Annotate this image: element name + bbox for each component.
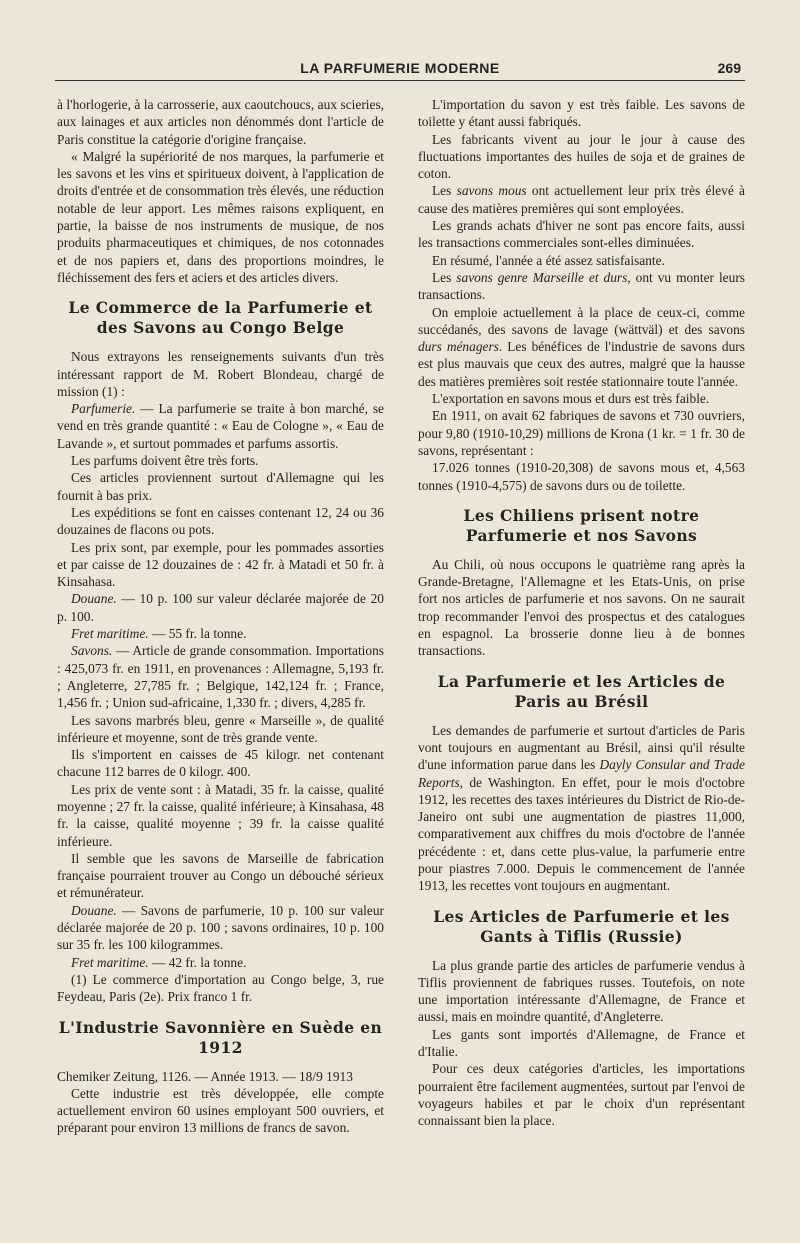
paragraph — [57, 625, 384, 642]
running-header — [55, 58, 745, 81]
paragraph: En résumé, l'année a été assez satisfaisante. — [432, 252, 665, 268]
paragraph: L'exportation en savons mous et durs est très faible. — [432, 391, 710, 407]
paragraph: Nous extrayons les renseignements suivants d'un très intéressant rapport de M. Robert Blondeau, chargé de mission (1) : — [57, 349, 384, 399]
emphasis: Dayly Consular and Trade Reports — [418, 757, 745, 790]
paragraph: 17.026 tonnes (1910-20,308) de savons mous et, 4,563 tonnes (1910-4,575) de savons durs ou de toilette. — [418, 460, 745, 493]
paragraph-text: — Article de grande consommation. Importations : 425,073 fr. en 1911, en provenances : Allemagne, 5,193 fr. ; Angleterre, 27,785 fr. ; Belgique, 142,124 fr. ; France, 1,456 fr. ; Union sud-africaine, 1,330 fr. ; divers, 4,285 fr. — [57, 643, 384, 711]
paragraph-text: Les demandes de parfumerie et surtout d'articles de Paris vont toujours en augmentant au Brésil, ainsi qu'il résulte d'une information parue dans les — [418, 722, 745, 773]
paragraph: Les parfums doivent être très forts. — [71, 453, 259, 469]
run-in-heading: Parfumerie. — [71, 401, 136, 417]
paragraph: Ils s'importent en caisses de 45 kilogr. net contenant chacune 112 barres de 0 kilogr. 400. — [57, 747, 384, 780]
paragraph — [57, 902, 384, 954]
paragraph — [418, 182, 745, 217]
paragraph: Les prix de vente sont : à Matadi, 35 fr. la caisse, qualité moyenne ; 27 fr. la caisse, qualité inférieure; à Kinsahasa, 48 fr. la caisse, qualité moyenne ; 39 fr. la caisse qualité inférieure. — [57, 781, 384, 849]
paragraph — [418, 304, 745, 390]
paragraph — [57, 954, 384, 971]
section-heading-bresil: La Parfumerie et les Articles de Paris au Brésil — [437, 671, 726, 711]
emphasis: savons mous — [456, 183, 527, 199]
section-heading-suede: L'Industrie Savonnière en Suède en 1912 — [58, 1017, 383, 1057]
paragraph: Les prix sont, par exemple, pour les pommades assorties et par caisse de 12 douzaines de : 42 fr. à Matadi et 50 fr. à Kinsahasa. — [57, 539, 384, 590]
paragraph-text: — 10 p. 100 sur valeur déclarée majorée de 20 p. 100. — [57, 591, 384, 624]
paragraph-text: — 55 fr. la tonne. — [148, 626, 247, 642]
paragraph: La plus grande partie des articles de parfumerie vendus à Tiflis proviennent de fabriques russes. Toutefois, on note une importation intéressante d'Allemagne, de France et aussi, mais en moindre quantité, d'Angleterre. — [418, 957, 745, 1025]
section-heading-tiflis: Les Articles de Parfumerie et les Gants à Tiflis (Russie) — [433, 906, 730, 946]
footnote: (1) Le commerce d'importation au Congo belge, 3, rue Feydeau, Paris (2e). Prix franco 1 fr. — [57, 971, 384, 1005]
paragraph: Les expéditions se font en caisses contenant 12, 24 ou 36 douzaines de flacons ou pots. — [57, 504, 384, 538]
paragraph-text: , ont vu monter leurs transactions. — [418, 269, 745, 303]
paragraph: Au Chili, où nous occupons le quatrième rang après la Grande-Bretagne, l'Allemagne et les Etats-Unis, on prise fort nos articles de parfumerie et nos savons. On ne saurait trop recommander l'envoi des prospectus et des catalogues en espagnol. La brosserie donne lieu à de bonnes transactions. — [418, 556, 745, 659]
paragraph — [57, 642, 384, 711]
emphasis: savons genre Marseille et durs — [456, 269, 628, 285]
paragraph: Les gants sont importés d'Allemagne, de France et d'Italie. — [418, 1026, 745, 1060]
page-number: 269 — [717, 60, 741, 76]
run-in-heading: Savons. — [71, 643, 113, 659]
paragraph: à l'horlogerie, à la carrosserie, aux caoutchoucs, aux scieries, aux lainages et aux articles non dénommés dont l'article de Paris constitue la catégorie d'origine française. — [57, 97, 384, 147]
paragraph: Ces articles proviennent surtout d'Allemagne qui les fournit à bas prix. — [57, 470, 384, 503]
paragraph: Les savons marbrés bleu, genre « Marseille », de qualité inférieure et moyenne, sont de très grande vente. — [57, 712, 384, 745]
run-in-heading: Douane. — [71, 902, 117, 918]
section-heading-congo: Le Commerce de la Parfumerie et des Savons au Congo Belge — [68, 298, 373, 338]
left-column — [57, 96, 384, 1137]
paragraph: Il semble que les savons de Marseille de fabrication française pourraient trouver au Congo un débouché sérieux et rémunérateur. — [57, 850, 384, 901]
right-column — [418, 96, 745, 1130]
source-line: Chemiker Zeitung, 1126. — Année 1913. — 18/9 1913 — [57, 1068, 353, 1084]
paragraph: En 1911, on avait 62 fabriques de savons et 730 ouvriers, pour 9,80 (1910-10,29) millions de Krona (1 kr. = 1 fr. 30 de savons, représentant : — [418, 408, 745, 458]
run-in-heading: Fret maritime. — [71, 626, 149, 642]
paragraph-text: On emploie actuellement à la place de ceux-ci, comme succédanés, des savons de lavage (wättväl) et des savons — [418, 304, 745, 337]
paragraph-text: Les — [432, 269, 457, 285]
paragraph: « Malgré la supériorité de nos marques, la parfumerie et les savons et les vins et spiritueux doivent, à l'application de droits d'entrée et de consommation très élevés, une réduction notable de leur apport. Les mêmes raisons expliquent, en partie, la baisse de nos instruments de musique, de nos produits pharmaceutiques et chimiques, de nos cotonnades et de nos papiers et, dans des proportions moindres, le fléchissement des fers et aciers et des articles divers. — [57, 148, 384, 285]
paragraph — [57, 400, 384, 452]
paragraph: Les fabricants vivent au jour le jour à cause des fluctuations importantes des huiles de soja et de graines de coton. — [418, 131, 745, 182]
paragraph: L'importation du savon y est très faible. Les savons de toilette y étant aussi fabriqués. — [418, 97, 745, 130]
paragraph-text: — Savons de parfumerie, 10 p. 100 sur valeur déclarée majorée de 20 p. 100 ; savons ordinaires, 10 p. 100 sur 35 fr. les 100 kilogrammes. — [57, 902, 384, 953]
run-in-heading: Fret maritime. — [71, 954, 149, 970]
journal-title: LA PARFUMERIE MODERNE — [300, 60, 500, 76]
paragraph: Les grands achats d'hiver ne sont pas encore faits, aussi les transactions commerciales sont-elles diminuées. — [418, 218, 745, 251]
emphasis: durs ménagers — [418, 339, 499, 355]
paragraph — [418, 269, 745, 304]
paragraph-text: , de Washington. En effet, pour le mois d'octobre 1912, les recettes des taxes intérieures du District de Rio-de-Janeiro ont subi une augmentation de piastres 11,000, comparativement aux chiffres du mois d'octobre de l'année précédente : et, dans cette plus-value, la parfumerie entre pour piastres 7.000. Depuis le commencement de l'année 1913, les recettes vont toujours en augmentant. — [418, 774, 745, 894]
paragraph-text: ont actuellement leur prix très élevé à cause des matières premières qui sont employées. — [418, 183, 746, 216]
paragraph: Pour ces deux catégories d'articles, les importations pourraient être facilement augmentées, surtout par l'envoi de voyageurs habiles et par le choix d'un représentant connaissant bien la place. — [418, 1061, 745, 1129]
paragraph — [418, 722, 745, 895]
run-in-heading: Douane. — [71, 591, 117, 607]
section-heading-chili: Les Chiliens prisent notre Parfumerie et nos Savons — [463, 505, 700, 545]
paragraph-text: . Les bénéfices de l'industrie de savons durs est plus mauvais que ceux des autres, malgré que la hausse des matières premières soit restée stationnaire toute l'année. — [418, 339, 745, 389]
paragraph — [57, 590, 384, 625]
paragraph: Cette industrie est très développée, elle compte actuellement environ 60 usines employant 500 ouvriers, et préparant pour environ 13 millions de francs de savon. — [57, 1085, 384, 1136]
paragraph-text: Les — [432, 183, 457, 199]
paragraph-text: — La parfumerie se traite à bon marché, se vend en très grande quantité : « Eau de Cologne », « Eau de Lavande », et surtout pommades et parfums assortis. — [57, 401, 384, 451]
paragraph-text: — 42 fr. la tonne. — [148, 954, 247, 970]
